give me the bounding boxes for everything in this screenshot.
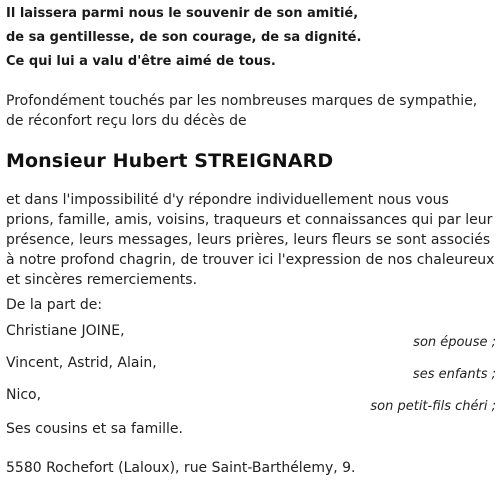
cousins-line: Ses cousins et sa famille. bbox=[6, 421, 183, 437]
signer-relation: son épouse ; bbox=[413, 335, 496, 350]
signer-row bbox=[6, 347, 496, 382]
quote-line: de sa gentillesse, de son courage, de sa dignité. bbox=[6, 30, 362, 45]
from-label: De la part de: bbox=[6, 297, 103, 313]
intro-paragraph: Profondément touchés par les nombreuses marques de sympathie, de réconfort reçu lors du décès de bbox=[6, 93, 478, 129]
quote-line: Il laissera parmi nous le souvenir de son amitié, bbox=[6, 6, 359, 21]
signer-row bbox=[6, 379, 496, 414]
memorial-quote bbox=[6, 2, 496, 74]
thank-you-notice bbox=[6, 0, 496, 478]
signer-name: Christiane JOINE, bbox=[6, 323, 125, 339]
signer-name: Nico, bbox=[6, 387, 42, 403]
signer-row bbox=[6, 315, 496, 350]
address-line: 5580 Rochefort (Laloux), rue Saint-Barthélemy, 9. bbox=[6, 460, 356, 476]
signer-relation: ses enfants ; bbox=[412, 367, 496, 382]
signer-relation: son petit-fils chéri ; bbox=[370, 399, 496, 414]
deceased-name: Monsieur Hubert STREIGNARD bbox=[6, 150, 334, 172]
signer-name: Vincent, Astrid, Alain, bbox=[6, 355, 157, 371]
quote-line: Ce qui lui a valu d'être aimé de tous. bbox=[6, 54, 276, 69]
thanks-paragraph: et dans l'impossibilité d'y répondre individuellement nous vous prions, famille, amis, voisins, traqueurs et connaissances qui par leur présence, leurs messages, leurs prières, leurs fleurs se sont associés à notre profond chagrin, de trouver ici l'expression de nos chaleureux et sincères remerciements. bbox=[6, 192, 495, 288]
